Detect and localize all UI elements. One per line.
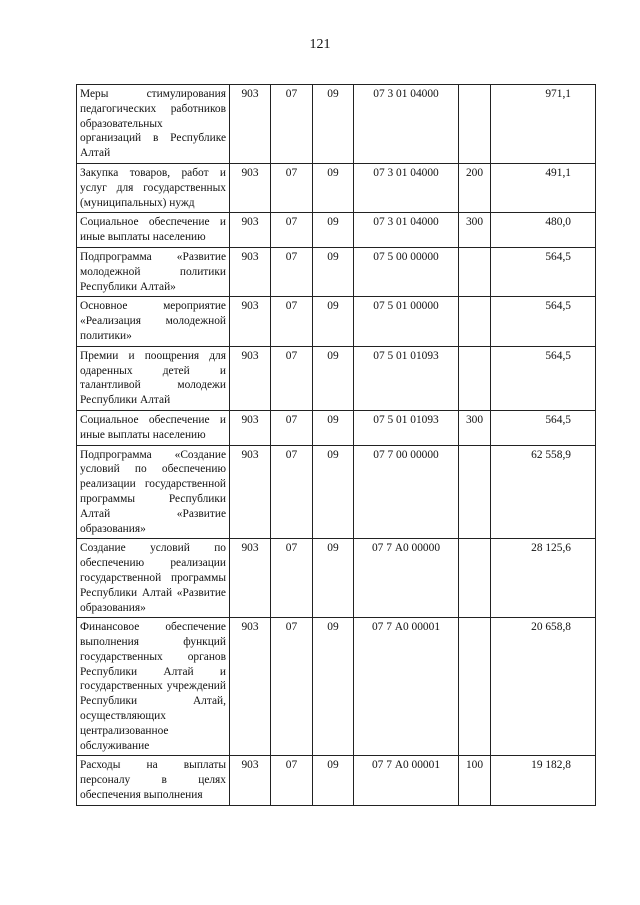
- row-name-cell: Меры стимулирования педагогических работников образовательных организаций в Республике Алтай: [77, 85, 230, 164]
- section-code-cell: 07: [271, 247, 313, 296]
- budget-table: [76, 84, 596, 806]
- target-article-code-cell: 07 3 01 04000: [354, 163, 459, 212]
- department-code-cell: 903: [230, 247, 271, 296]
- row-name-cell: Премии и поощрения для одаренных детей и талантливой молодежи Республики Алтай: [77, 346, 230, 410]
- target-article-code-cell: 07 5 01 01093: [354, 346, 459, 410]
- expense-type-code-cell: 300: [459, 213, 491, 248]
- expense-type-code-cell: 300: [459, 410, 491, 445]
- section-code-cell: 07: [271, 539, 313, 618]
- expense-type-code-cell: [459, 539, 491, 618]
- expense-type-code-cell: [459, 297, 491, 346]
- row-name-cell: Социальное обеспечение и иные выплаты населению: [77, 410, 230, 445]
- target-article-code-cell: 07 7 00 00000: [354, 445, 459, 539]
- amount-cell: 564,5: [491, 410, 596, 445]
- table-row: [77, 346, 596, 410]
- target-article-code-cell: 07 5 01 00000: [354, 297, 459, 346]
- table-row: [77, 445, 596, 539]
- section-code-cell: 07: [271, 410, 313, 445]
- subsection-code-cell: 09: [313, 756, 354, 805]
- table-row: [77, 247, 596, 296]
- amount-cell: 564,5: [491, 297, 596, 346]
- department-code-cell: 903: [230, 618, 271, 756]
- subsection-code-cell: 09: [313, 346, 354, 410]
- subsection-code-cell: 09: [313, 85, 354, 164]
- department-code-cell: 903: [230, 297, 271, 346]
- table-row: [77, 539, 596, 618]
- subsection-code-cell: 09: [313, 618, 354, 756]
- expense-type-code-cell: [459, 618, 491, 756]
- table-row: [77, 410, 596, 445]
- target-article-code-cell: 07 7 А0 00001: [354, 618, 459, 756]
- amount-cell: 20 658,8: [491, 618, 596, 756]
- amount-cell: 564,5: [491, 346, 596, 410]
- department-code-cell: 903: [230, 445, 271, 539]
- section-code-cell: 07: [271, 297, 313, 346]
- row-name-cell: Подпрограмма «Создание условий по обеспечению реализации государственной программы Республики Алтай «Развитие образования»: [77, 445, 230, 539]
- row-name-cell: Основное мероприятие «Реализация молодежной политики»: [77, 297, 230, 346]
- section-code-cell: 07: [271, 213, 313, 248]
- section-code-cell: 07: [271, 618, 313, 756]
- expense-type-code-cell: [459, 85, 491, 164]
- section-code-cell: 07: [271, 346, 313, 410]
- subsection-code-cell: 09: [313, 247, 354, 296]
- amount-cell: 480,0: [491, 213, 596, 248]
- amount-cell: 19 182,8: [491, 756, 596, 805]
- target-article-code-cell: 07 7 А0 00001: [354, 756, 459, 805]
- subsection-code-cell: 09: [313, 213, 354, 248]
- budget-table-body: [77, 85, 596, 806]
- table-row: [77, 85, 596, 164]
- expense-type-code-cell: [459, 346, 491, 410]
- department-code-cell: 903: [230, 85, 271, 164]
- section-code-cell: 07: [271, 163, 313, 212]
- table-row: [77, 297, 596, 346]
- amount-cell: 971,1: [491, 85, 596, 164]
- row-name-cell: Финансовое обеспечение выполнения функций государственных органов Республики Алтай и государственных учреждений Республики Алтай, осуществляющих централизованное обслуживание: [77, 618, 230, 756]
- target-article-code-cell: 07 5 01 01093: [354, 410, 459, 445]
- target-article-code-cell: 07 7 А0 00000: [354, 539, 459, 618]
- table-row: [77, 213, 596, 248]
- amount-cell: 564,5: [491, 247, 596, 296]
- amount-cell: 28 125,6: [491, 539, 596, 618]
- target-article-code-cell: 07 3 01 04000: [354, 213, 459, 248]
- target-article-code-cell: 07 3 01 04000: [354, 85, 459, 164]
- department-code-cell: 903: [230, 539, 271, 618]
- row-name-cell: Расходы на выплаты персоналу в целях обеспечения выполнения: [77, 756, 230, 805]
- department-code-cell: 903: [230, 756, 271, 805]
- department-code-cell: 903: [230, 410, 271, 445]
- table-row: [77, 618, 596, 756]
- subsection-code-cell: 09: [313, 539, 354, 618]
- subsection-code-cell: 09: [313, 410, 354, 445]
- section-code-cell: 07: [271, 756, 313, 805]
- amount-cell: 491,1: [491, 163, 596, 212]
- subsection-code-cell: 09: [313, 163, 354, 212]
- subsection-code-cell: 09: [313, 297, 354, 346]
- expense-type-code-cell: 100: [459, 756, 491, 805]
- department-code-cell: 903: [230, 346, 271, 410]
- table-row: [77, 756, 596, 805]
- row-name-cell: Социальное обеспечение и иные выплаты населению: [77, 213, 230, 248]
- subsection-code-cell: 09: [313, 445, 354, 539]
- row-name-cell: Подпрограмма «Развитие молодежной политики Республики Алтай»: [77, 247, 230, 296]
- target-article-code-cell: 07 5 00 00000: [354, 247, 459, 296]
- section-code-cell: 07: [271, 445, 313, 539]
- expense-type-code-cell: 200: [459, 163, 491, 212]
- department-code-cell: 903: [230, 163, 271, 212]
- page-number: 121: [309, 37, 331, 52]
- row-name-cell: Закупка товаров, работ и услуг для государственных (муниципальных) нужд: [77, 163, 230, 212]
- amount-cell: 62 558,9: [491, 445, 596, 539]
- department-code-cell: 903: [230, 213, 271, 248]
- expense-type-code-cell: [459, 247, 491, 296]
- table-row: [77, 163, 596, 212]
- row-name-cell: Создание условий по обеспечению реализации государственной программы Республики Алтай «Развитие образования»: [77, 539, 230, 618]
- expense-type-code-cell: [459, 445, 491, 539]
- section-code-cell: 07: [271, 85, 313, 164]
